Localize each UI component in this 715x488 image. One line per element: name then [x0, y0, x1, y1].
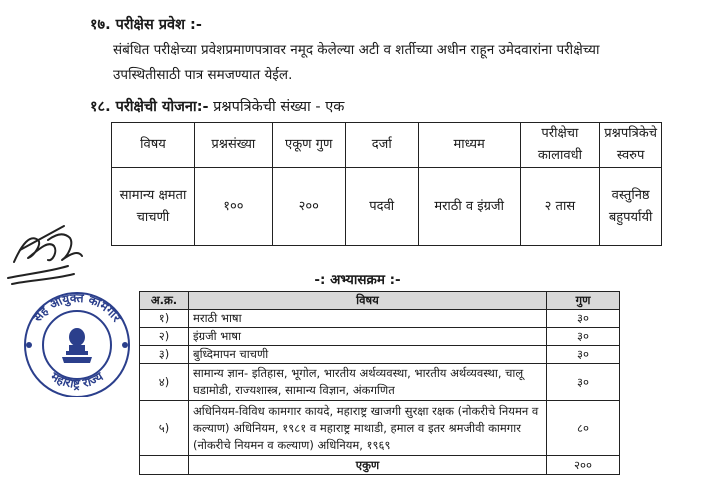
section-17-title: १७. परीक्षेस प्रवेश :- [90, 17, 202, 33]
table-row [140, 328, 620, 346]
exam-table-row [112, 168, 662, 246]
stamp-text-top: सह आयुक्त कामगार [30, 290, 124, 325]
exam-header-medium: माध्यम [418, 123, 520, 168]
exam-cell-questions: १०० [194, 168, 272, 246]
syllabus-subject: इंग्रजी भाषा [189, 328, 547, 346]
exam-header-total-marks: एकूण गुण [272, 123, 345, 168]
exam-header-subject: विषय [112, 123, 195, 168]
exam-cell-level: पदवी [345, 168, 418, 246]
syllabus-marks: ३० [547, 310, 620, 328]
syllabus-total-row [140, 456, 620, 475]
table-row [140, 346, 620, 364]
syllabus-marks: ३० [547, 364, 620, 401]
exam-header-duration: परीक्षेचा कालावधी [520, 123, 600, 168]
exam-cell-duration: २ तास [520, 168, 600, 246]
syllabus-total-blank [140, 456, 189, 475]
syllabus-subject: अधिनियम-विविध कामगार कायदे, महाराष्ट्र खाजगी सुरक्षा रक्षक (नोकरीचे नियमन व कल्याण) अधिनियम, १९८१ व महाराष्ट्र माथाडी, हमाल व इतर श्रमजीवी कामगार (नोकरीचे नियमन व कल्याण) अधिनियम, १९६९ [189, 401, 547, 456]
exam-header-questions: प्रश्नसंख्या [194, 123, 272, 168]
section-17-line-2: उपस्थितीसाठी पात्र समजण्यात येईल. [113, 67, 293, 83]
section-18-subtitle: प्रश्नपत्रिकेची संख्या - एक [208, 99, 345, 115]
svg-text:सह आयुक्त कामगार [30, 291, 125, 325]
syllabus-title: -: अभ्यासक्रम :- [314, 272, 401, 288]
exam-cell-format: वस्तुनिष्ठ बहुपर्यायी [600, 168, 662, 246]
syllabus-header-serial: अ.क्र. [140, 292, 189, 310]
syllabus-serial: १) [140, 310, 189, 328]
exam-table-header-row [112, 123, 662, 168]
syllabus-serial: ४) [140, 364, 189, 401]
section-17-line-1: संबंधित परीक्षेच्या प्रवेशप्रमाणपत्रावर नमूद केलेल्या अटी व शर्तीच्या अधीन राहून उमेदवारांना परीक्षेच्या [113, 42, 600, 58]
syllabus-header-subject: विषय [189, 292, 547, 310]
syllabus-serial: ३) [140, 346, 189, 364]
stamp-text-bottom: महाराष्ट्र राज्य [48, 369, 106, 391]
exam-header-format: प्रश्नपत्रिकेचे स्वरुप [600, 123, 662, 168]
syllabus-header-marks: गुण [547, 292, 620, 310]
table-row [140, 364, 620, 401]
exam-cell-subject: सामान्य क्षमता चाचणी [112, 168, 195, 246]
syllabus-subject: मराठी भाषा [189, 310, 547, 328]
syllabus-serial: २) [140, 328, 189, 346]
exam-header-level: दर्जा [345, 123, 418, 168]
exam-scheme-table [111, 122, 662, 246]
exam-cell-total-marks: २०० [272, 168, 345, 246]
emblem-icon [62, 328, 92, 363]
official-stamp [18, 287, 136, 397]
syllabus-header-row [140, 292, 620, 310]
syllabus-marks: ३० [547, 328, 620, 346]
syllabus-table [139, 291, 620, 475]
exam-cell-medium: मराठी व इंग्रजी [418, 168, 520, 246]
syllabus-total-label: एकुण [189, 456, 547, 475]
syllabus-subject: बुध्दिमापन चाचणी [189, 346, 547, 364]
syllabus-marks: ८० [547, 401, 620, 456]
syllabus-serial: ५) [140, 401, 189, 456]
syllabus-total-marks: २०० [547, 456, 620, 475]
section-18-heading [90, 96, 344, 116]
table-row [140, 401, 620, 456]
svg-text:महाराष्ट्र राज्य [48, 369, 107, 391]
section-18-title: १८. परीक्षेची योजना:- [90, 99, 209, 115]
table-row [140, 310, 620, 328]
syllabus-marks: ३० [547, 346, 620, 364]
syllabus-subject: सामान्य ज्ञान- इतिहास, भूगोल, भारतीय अर्थव्यवस्था, भारतीय अर्थव्यवस्था, चालू घडामोडी, राज्यशास्त्र, सामान्य विज्ञान, अंकगणित [189, 364, 547, 401]
